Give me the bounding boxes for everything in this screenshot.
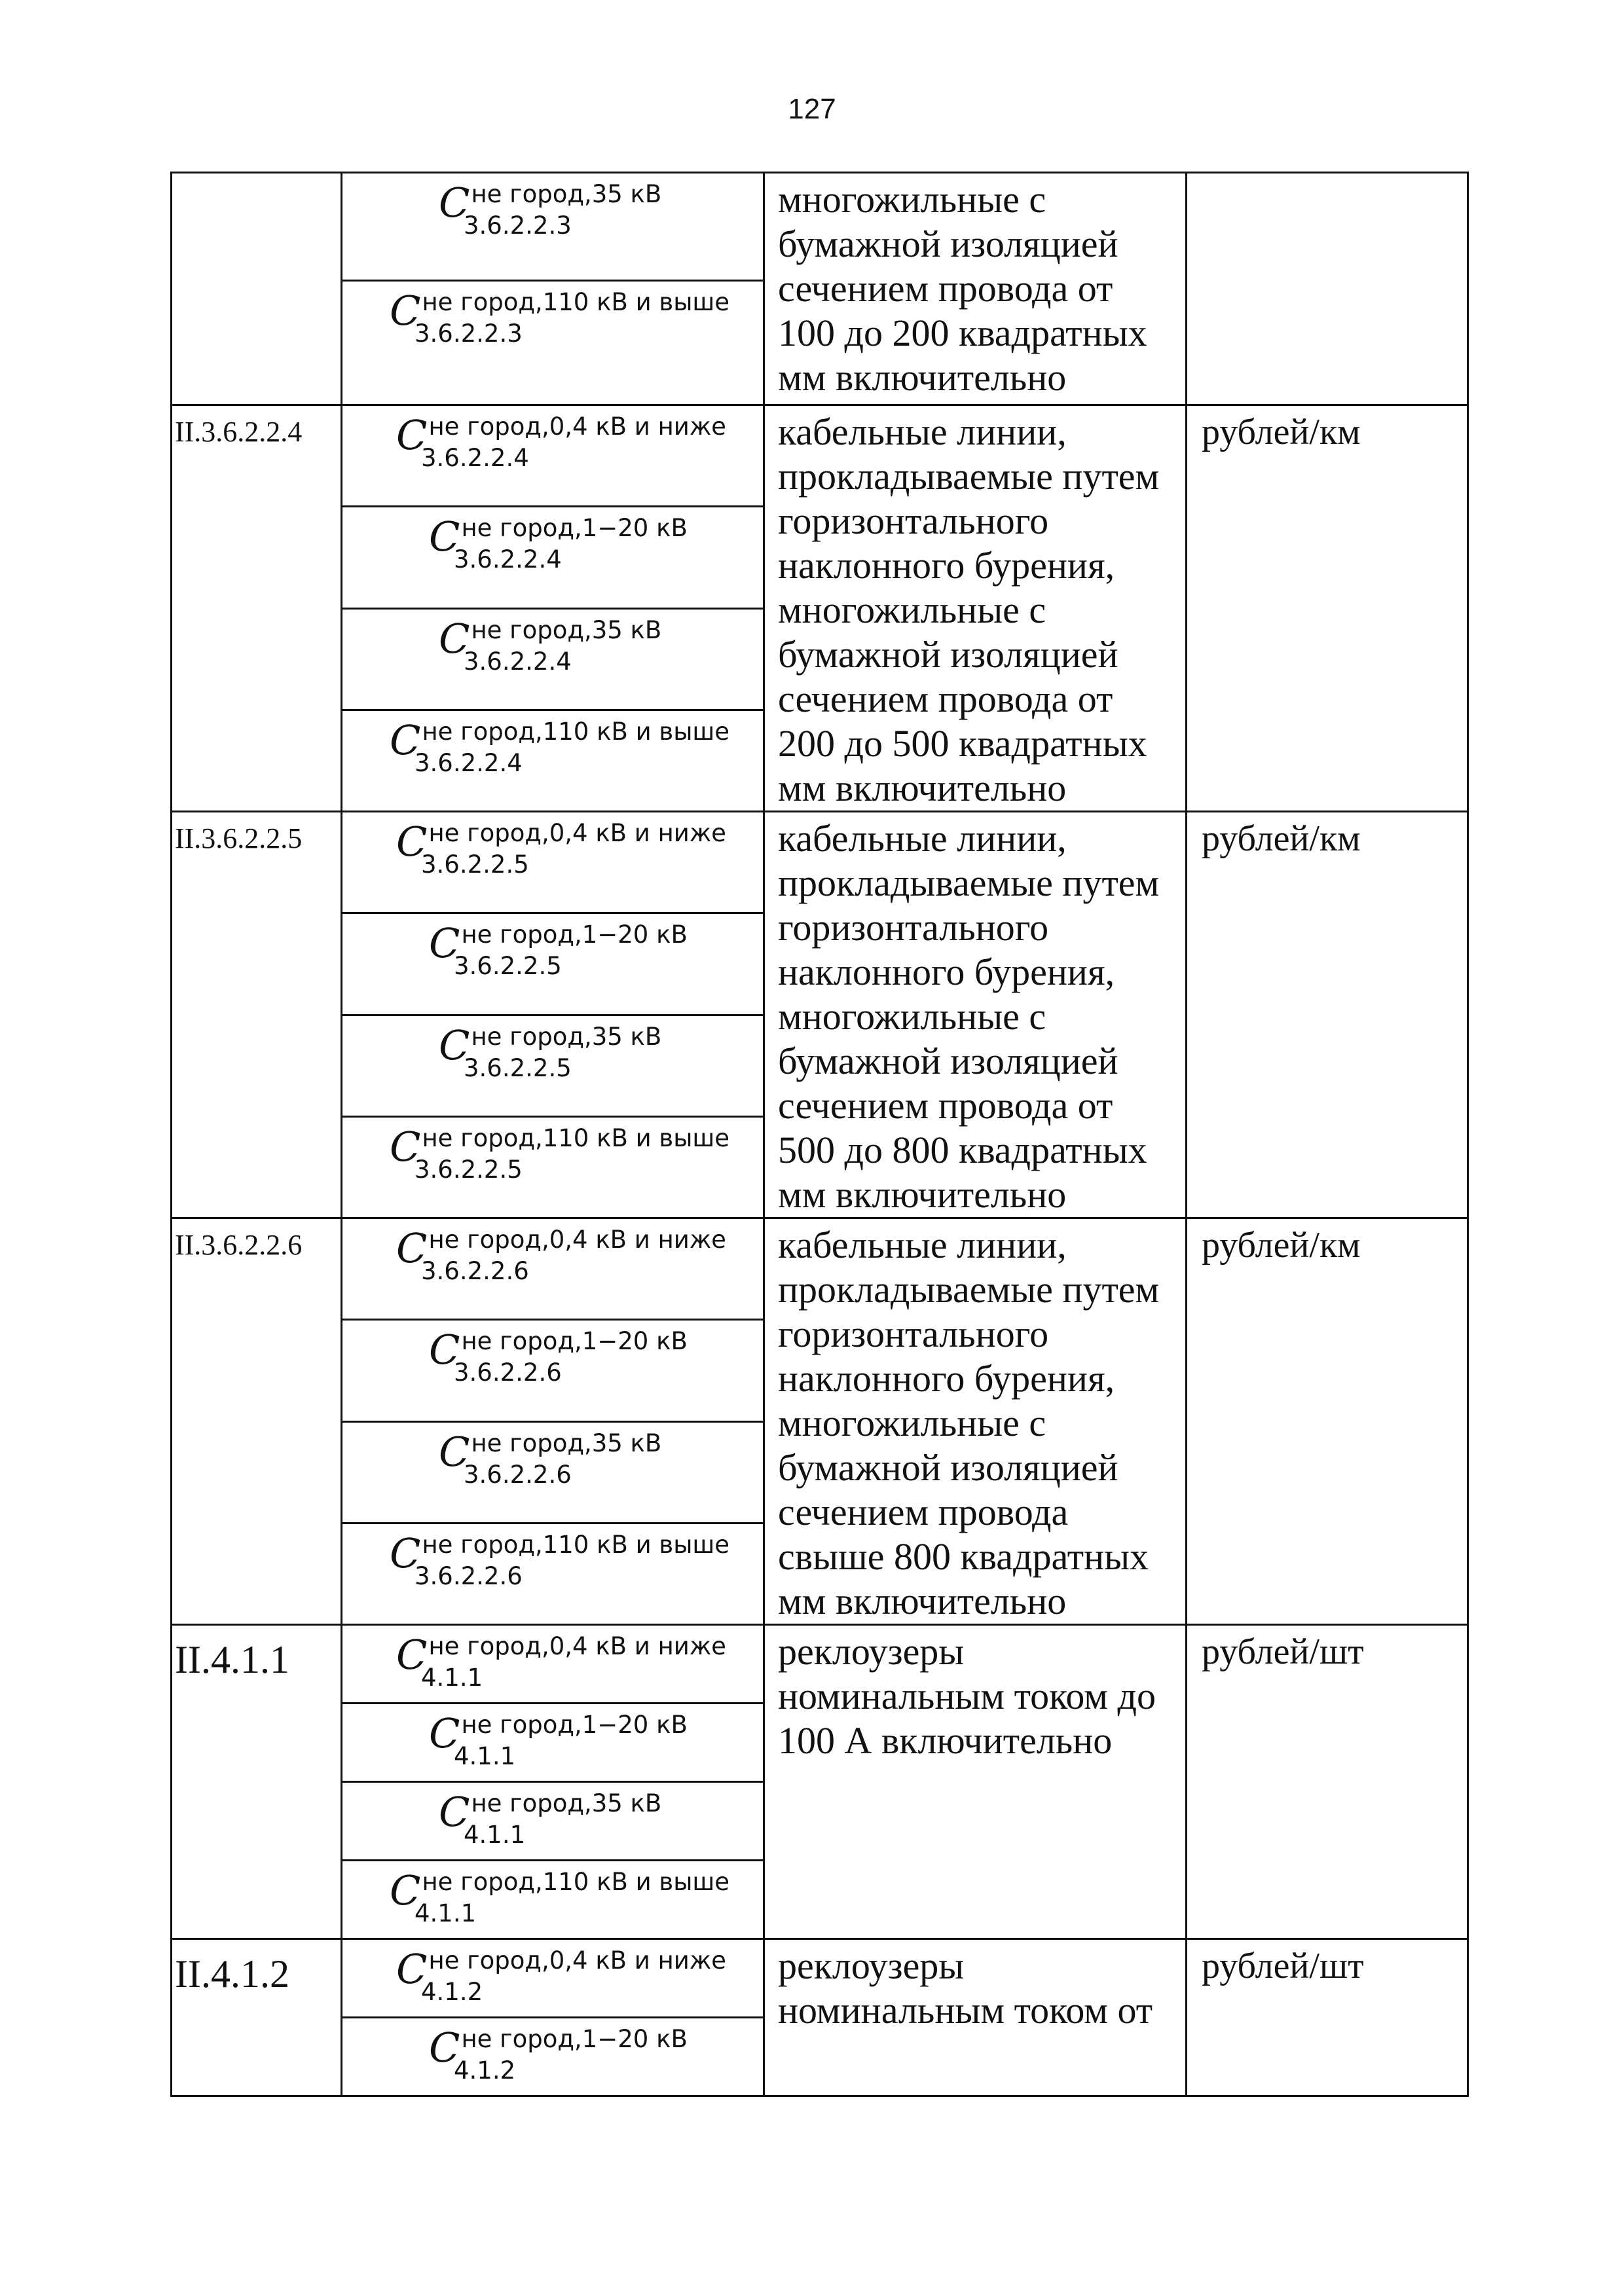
symbol-superscript: не город,110 кВ и выше: [422, 288, 730, 316]
tariff-symbol: [429, 1326, 688, 1387]
tariff-symbol: [439, 1021, 662, 1082]
row-unit: рублей/шт: [1187, 1939, 1468, 2096]
symbol-superscript: не город,1−20 кВ: [461, 514, 688, 543]
symbol-subscript: 3.6.2.2.4: [415, 748, 523, 777]
tariff-symbol: [439, 614, 662, 676]
tariff-symbol: [439, 1788, 662, 1849]
symbol-base: C: [439, 179, 470, 227]
row-description: кабельные линии, прокладываемые путем горизонтального наклонного бурения, многожильные с бумажной изоляцией сечением провода свыше 800 квадратных мм включительно: [764, 1218, 1187, 1625]
symbol-base: C: [390, 1122, 421, 1171]
symbol-superscript: не город,1−20 кВ: [461, 1327, 688, 1356]
symbol-subscript: 3.6.2.2.6: [454, 1358, 562, 1387]
tariff-symbol: [429, 513, 688, 574]
symbol-subscript: 3.6.2.2.6: [415, 1561, 523, 1590]
row-description: реклоузеры номинальным током от: [764, 1939, 1187, 2096]
tariff-symbol: [390, 1122, 730, 1184]
symbol-superscript: не город,110 кВ и выше: [422, 1123, 730, 1152]
tariff-symbol: [396, 411, 726, 472]
symbol-subscript: 3.6.2.2.5: [454, 952, 562, 981]
table-row: [172, 405, 1468, 507]
symbol-base: C: [396, 1631, 428, 1679]
symbol-cell: [342, 812, 764, 913]
symbol-superscript: не город,35 кВ: [471, 1022, 662, 1051]
tariff-symbol: [429, 919, 688, 981]
tariff-symbol: [390, 1529, 730, 1590]
symbol-base: C: [439, 1021, 470, 1069]
symbol-subscript: 4.1.1: [464, 1821, 526, 1849]
symbol-subscript: 3.6.2.2.6: [464, 1460, 572, 1489]
symbol-subscript: 3.6.2.2.6: [421, 1257, 529, 1285]
symbol-superscript: не город,1−20 кВ: [461, 920, 688, 949]
tariff-symbol: [429, 1709, 688, 1770]
symbol-cell: [342, 1218, 764, 1320]
symbol-cell: [342, 1523, 764, 1624]
tariff-symbol: [429, 2024, 688, 2085]
symbol-cell: [342, 281, 764, 405]
symbol-base: C: [396, 411, 428, 459]
symbol-subscript: 4.1.2: [454, 2056, 516, 2085]
symbol-base: C: [390, 287, 421, 335]
symbol-subscript: 4.1.2: [421, 1978, 483, 2006]
symbol-cell: [342, 710, 764, 811]
symbol-cell: [342, 1625, 764, 1704]
tariff-symbol: [439, 1427, 662, 1489]
page-number: 127: [788, 93, 836, 125]
row-code: II.4.1.1: [172, 1625, 342, 1939]
row-description: кабельные линии, прокладываемые путем горизонтального наклонного бурения, многожильные с бумажной изоляцией сечением провода от 500 до 800 квадратных мм включительно: [764, 812, 1187, 1218]
symbol-subscript: 4.1.1: [421, 1664, 483, 1692]
symbol-cell: [342, 913, 764, 1015]
symbol-base: C: [439, 1788, 470, 1836]
row-description: кабельные линии, прокладываемые путем горизонтального наклонного бурения, многожильные с бумажной изоляцией сечением провода от 200 до 500 квадратных мм включительно: [764, 405, 1187, 812]
symbol-subscript: 3.6.2.2.4: [464, 647, 572, 676]
symbol-base: C: [390, 1867, 421, 1914]
tariff-symbol: [396, 1945, 726, 2006]
symbol-subscript: 3.6.2.2.4: [454, 545, 562, 574]
symbol-superscript: не город,1−20 кВ: [461, 1711, 688, 1739]
table-row: [172, 1625, 1468, 1704]
table-row: [172, 1939, 1468, 2018]
symbol-cell: [342, 173, 764, 281]
symbol-cell: [342, 1782, 764, 1861]
symbol-base: C: [396, 1224, 428, 1272]
tariff-symbol: [390, 287, 730, 348]
row-unit: рублей/км: [1187, 812, 1468, 1218]
symbol-cell: [342, 608, 764, 710]
table-row: [172, 1218, 1468, 1320]
symbol-cell: [342, 1704, 764, 1782]
symbol-cell: [342, 1861, 764, 1939]
symbol-superscript: не город,110 кВ и выше: [422, 1530, 730, 1559]
symbol-base: C: [396, 1945, 428, 1993]
symbol-cell: [342, 1320, 764, 1421]
tariff-symbol: [396, 1631, 726, 1692]
symbol-superscript: не город,0,4 кВ и ниже: [428, 1226, 726, 1254]
symbol-cell: [342, 1116, 764, 1218]
symbol-superscript: не город,0,4 кВ и ниже: [428, 1632, 726, 1660]
symbol-base: C: [439, 614, 470, 663]
row-code: II.3.6.2.2.6: [172, 1218, 342, 1625]
tariff-symbol: [396, 818, 726, 879]
symbol-superscript: не город,1−20 кВ: [461, 2025, 688, 2053]
symbol-cell: [342, 405, 764, 507]
symbol-base: C: [390, 716, 421, 764]
row-unit: рублей/км: [1187, 405, 1468, 812]
symbol-subscript: 3.6.2.2.5: [415, 1155, 523, 1184]
symbol-cell: [342, 1421, 764, 1523]
tariff-symbol: [390, 1867, 730, 1927]
symbol-superscript: не город,0,4 кВ и ниже: [428, 819, 726, 847]
tariff-symbol: [390, 716, 730, 777]
tariff-symbol: [439, 179, 662, 240]
symbol-subscript: 4.1.1: [454, 1742, 516, 1770]
symbol-cell: [342, 2018, 764, 2096]
table-row: [172, 812, 1468, 913]
row-unit: [1187, 173, 1468, 405]
symbol-superscript: не город,35 кВ: [471, 615, 662, 644]
symbol-superscript: не город,110 кВ и выше: [422, 717, 730, 746]
row-unit: рублей/км: [1187, 1218, 1468, 1625]
symbol-superscript: не город,0,4 кВ и ниже: [428, 1946, 726, 1975]
symbol-cell: [342, 507, 764, 608]
symbol-base: C: [396, 818, 428, 866]
row-code: II.4.1.2: [172, 1939, 342, 2096]
symbol-base: C: [390, 1529, 421, 1577]
symbol-cell: [342, 1939, 764, 2018]
symbol-subscript: 3.6.2.2.5: [421, 850, 529, 879]
symbol-base: C: [429, 1709, 460, 1757]
symbol-base: C: [439, 1427, 470, 1476]
symbol-subscript: 4.1.1: [415, 1899, 477, 1927]
symbol-base: C: [429, 513, 460, 561]
symbol-superscript: не город,0,4 кВ и ниже: [428, 412, 726, 441]
symbol-subscript: 3.6.2.2.3: [415, 319, 523, 348]
symbol-subscript: 3.6.2.2.3: [464, 211, 572, 240]
row-code: [172, 173, 342, 405]
symbol-cell: [342, 1015, 764, 1116]
row-description: многожильные с бумажной изоляцией сечением провода от 100 до 200 квадратных мм включительно: [764, 173, 1187, 405]
table-row: [172, 173, 1468, 281]
symbol-subscript: 3.6.2.2.5: [464, 1053, 572, 1082]
symbol-superscript: не город,35 кВ: [471, 1429, 662, 1457]
symbol-base: C: [429, 1326, 460, 1374]
row-unit: рублей/шт: [1187, 1625, 1468, 1939]
symbol-base: C: [429, 919, 460, 968]
row-code: II.3.6.2.2.4: [172, 405, 342, 812]
symbol-subscript: 3.6.2.2.4: [421, 444, 529, 472]
tariff-table: [170, 172, 1469, 2097]
symbol-superscript: не город,35 кВ: [471, 180, 662, 208]
tariff-symbol: [396, 1224, 726, 1285]
symbol-superscript: не город,35 кВ: [471, 1789, 662, 1817]
symbol-superscript: не город,110 кВ и выше: [422, 1868, 730, 1896]
row-description: реклоузеры номинальным током до 100 А включительно: [764, 1625, 1187, 1939]
symbol-base: C: [429, 2024, 460, 2071]
row-code: II.3.6.2.2.5: [172, 812, 342, 1218]
